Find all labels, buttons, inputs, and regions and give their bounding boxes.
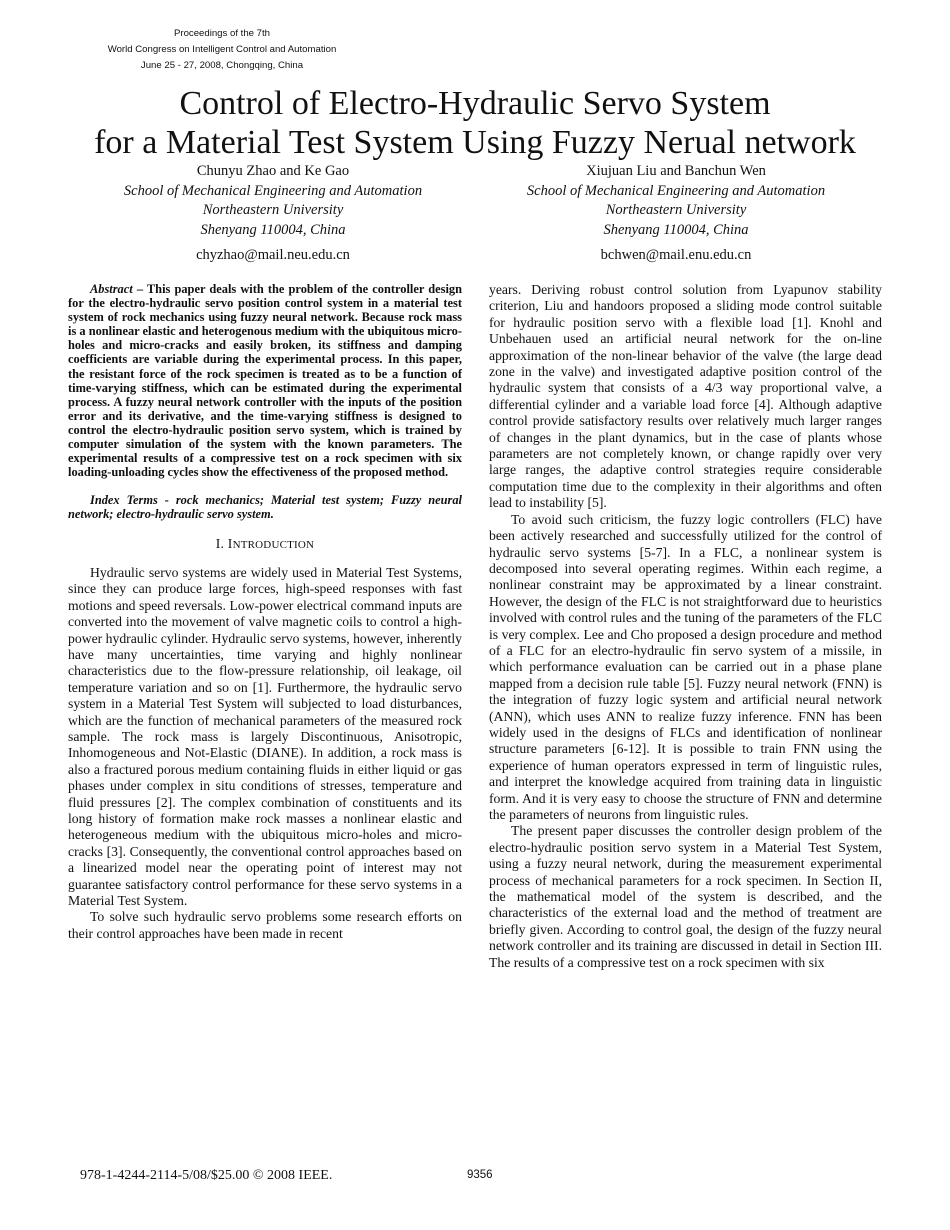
paragraph: Hydraulic servo systems are widely used in Material Test Systems, since they can produce large forces, high-speed responses with fast motions and speed reversals. Low-power electrical command inputs are converted into the movement of valve magnetic coils to control a high-power hydraulic cylinder. Hydraulic servo systems, however, inherently have many uncertainties, time varying and highly nonlinear characteristics due to the flow-pressure relationship, oil leakage, oil temperature variation and so on [1]. Furthermore, the hydraulic servo system in a Material Test System will subjected to load disturbances, which are the function of mechanical parameters of the measured rock sample. The rock mass is largely Discontinuous, Anisotropic, Inhomogeneous and Not-Elastic (DIANE). In addition, a rock mass is also a fractured porous medium containing fluids in either liquid or gas phases under complex in situ conditions of stresses, temperature and fluid pressures [2]. The complex combination of constituents and its long history of formation make rock masses a nonlinear elastic and heterogeneous medium with the ubiquitous micro-holes and micro-cracks [3]. Consequently, the conventional control approaches based on a linearized model near the operating point of interest may not guarantee satisfactory control performance for these servo systems in a Material Test System. xyxy=(68,564,462,909)
author-affiliation: School of Mechanical Engineering and Automation xyxy=(526,182,826,199)
author-block-left xyxy=(63,162,483,266)
author-block-right xyxy=(466,162,886,266)
proceedings-line: June 25 - 27, 2008, Chongqing, China xyxy=(140,60,304,71)
proceedings-line: Proceedings of the 7th xyxy=(173,28,270,39)
author-email[interactable]: bchwen@mail.enu.edu.cn xyxy=(600,247,752,263)
proceedings-line: World Congress on Intelligent Control and Automation xyxy=(107,44,337,55)
abstract xyxy=(68,282,462,479)
index-terms-text: - rock mechanics; Material test system; Fuzzy neural network; electro-hydraulic servo system. xyxy=(68,493,462,522)
section-title: NTRODUCTION xyxy=(232,538,315,551)
abstract-text: – This paper deals with the problem of the controller design for the electro-hydraulic servo position control system in a material test system of rock mechanics using fuzzy neural network. Because rock mass is a nonlinear elastic and heterogenous medium with the ubiquitous micro-holes and micro-cracks and easily broken, its stiffness and damping coefficients are variable during the experimental process. In this paper, the resistant force of the rock specimen is treated as to be a function of time-varying stiffness, which can be estimated during the experimental process. A fuzzy neural network controller with the inputs of the position error and its derivative, and the time-varying stiffness is designed to control the electro-hydraulic position servo system, which is trained by computer simulation of the system with the known parameters. The experimental results of a compressive test on a rock specimen with six loading-unloading cycles show the effectiveness of the proposed method. xyxy=(68,282,462,480)
paragraph: To avoid such criticism, the fuzzy logic controllers (FLC) have been actively researched and successfully utilized for the control of hydraulic servo systems [5-7]. In a FLC, a nonlinear system is decomposed into several operating regimes. Within each regime, a nonlinear constraint may be approximated by a linear constraint. However, the design of the FLC is not straightforward due to heuristics involved with control rules and the tuning of the parameters of the FLC is very complex. Lee and Cho proposed a design procedure and method of a FLC for an electro-hydraulic fin servo system of a missile, in which performance evaluation can be carried out in a phase plane mapped from a decision rule table [5]. Fuzzy neural network (FNN) is the integration of fuzzy logic system and artificial neural network (ANN), which uses ANN to realize fuzzy inference. FNN has been widely used in the designs of FLCs and identification of nonlinear structure parameters [6-12]. It is possible to train FNN using the experience of human operators expressed in term of linguistic rules, and interpret the knowledge acquired from training data in linguistic form. And it is very easy to choose the structure of FNN and determine the parameters of neurons from linguistic rules. xyxy=(489,511,882,822)
author-university: Northeastern University xyxy=(605,202,747,218)
paper-title xyxy=(0,84,950,162)
author-city: Shenyang 110004, China xyxy=(603,221,749,238)
proceedings-header xyxy=(82,26,362,74)
page-number: 9356 xyxy=(467,1169,493,1181)
title-line: Control of Electro-Hydraulic Servo System xyxy=(179,85,771,122)
author-names: Xiujuan Liu and Banchun Wen xyxy=(586,163,766,179)
section-number: I. I xyxy=(215,535,233,551)
author-affiliation: School of Mechanical Engineering and Automation xyxy=(123,182,423,199)
section-heading-introduction xyxy=(68,536,462,553)
paragraph: To solve such hydraulic servo problems some research efforts on their control approaches have been made in recent xyxy=(68,909,462,941)
right-column xyxy=(489,282,882,971)
footer-copyright: 978-1-4244-2114-5/08/$25.00 © 2008 IEEE. xyxy=(80,1168,333,1183)
index-terms-label: Index Terms xyxy=(90,493,158,508)
abstract-label: Abstract xyxy=(90,282,133,296)
index-terms xyxy=(68,493,462,521)
title-line: for a Material Test System Using Fuzzy Nerual network xyxy=(94,124,856,161)
author-city: Shenyang 110004, China xyxy=(200,221,346,238)
paragraph: The present paper discusses the controller design problem of the electro-hydraulic position servo system in a Material Test System, using a fuzzy neural network, during the measurement experimental process of mechanical parameters for a rock specimen. In Section II, the mathematical model of the system is described, and the characteristics of the external load and the method of treatment are briefly given. According to control goal, the design of the fuzzy neural network controller and its training are discussed in detail in Section III. The results of a compressive test on a rock specimen with six xyxy=(489,823,882,970)
paragraph: years. Deriving robust control solution from Lyapunov stability criterion, Liu and handoors proposed a sliding mode control suitable for hydraulic position servo with a flexible load [1]. Knohl and Unbehauen used an artificial neural network for the on-line approximation of the non-linear behavior of the valve (the large dead zone in the valve) and investigated adaptive position control of the hydraulic system that consists of a 4/3 way proportional valve, a differential cylinder and a variable load force [4]. Although adaptive control provide satisfactory results over relatively much larger ranges of changes in the plant dynamics, but in the case of plants whose parameters are not completely known, or change rapidly over very large ranges, the adaptive control strategies require considerable computation time due to the complexity in their algorithms and often lead to instability [5]. xyxy=(489,282,882,511)
author-email[interactable]: chyzhao@mail.neu.edu.cn xyxy=(196,247,350,263)
author-names: Chunyu Zhao and Ke Gao xyxy=(196,163,350,179)
author-university: Northeastern University xyxy=(202,202,344,218)
left-column xyxy=(68,282,462,942)
